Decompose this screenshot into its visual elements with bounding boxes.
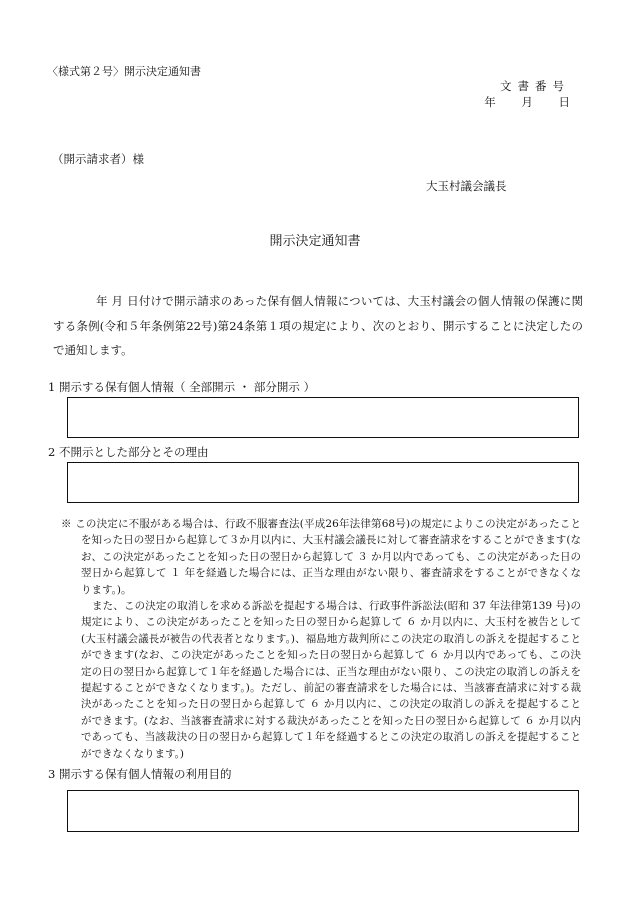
requester-addressee: （開示請求者）様 (52, 152, 144, 166)
section-1-label: 1 開示する保有個人情報（ 全部開示 ・ 部分開示 ） (48, 380, 316, 394)
note-lawsuit: また、この決定の取消しを求める訴訟を提起する場合は、行政事件訴訟法(昭和 37 年法律第139 号)の規定により、この決定があったことを知った日の翌日から起算して ６ か月以内に、大玉村を被告として(大玉村議会議長が被告の代表者となります。)、福島地方裁判所にこの決定の取消しの訴えを提起することができます(なお、この決定があったことを知った日の翌日から起算して ６ か月以内であっても、この決定の日の翌日から起算して１年を経過した場合には、正当な理由がない限り、この決定の取消しの訴えを提起することができなくなります。)。ただし、前記の審査請求をした場合には、当該審査請求に対する裁決があったことを知った日の翌日から起算して ６ か月以内に、この決定の取消しの訴えを提起することができます。(なお、当該審査請求に対する裁決があったことを知った日の翌日から起算して ６ か月以内であっても、当該裁決の日の翌日から起算して１年を経過するとこの決定の取消しの訴えを提起することができなくなります。) (81, 600, 581, 760)
section-2-label: 2 不開示とした部分とその理由 (48, 445, 209, 459)
section-3-box (67, 790, 579, 832)
form-number: 〈様式第２号〉開示決定通知書 (47, 65, 201, 78)
section-1-box (67, 397, 579, 438)
section-3-label: 3 開示する保有個人情報の利用目的 (48, 767, 232, 781)
body-paragraph: 年 月 日付けで開示請求のあった保有個人情報については、大玉村議会の個人情報の保護に関する条例(令和５年条例第22号)第24条第１項の規定により、次のとおり、開示することに決定したので通知します。 (53, 294, 583, 357)
notes-block (61, 516, 581, 762)
section-2-box (67, 462, 579, 503)
sender-name: 大玉村議会議長 (426, 179, 507, 193)
date-line: 年 月 日 (484, 95, 570, 109)
document-title: 開示決定通知書 (269, 234, 361, 249)
note-appeal: ※ この決定に不服がある場合は、行政不服審査法(平成26年法律第68号)の規定によりこの決定があったことを知った日の翌日から起算して３か月以内に、大玉村議会議長に対して審査請求をすることができます(なお、この決定があったことを知った日の翌日から起算して ３ か月以内であっても、この決定があった日の翌日から起算して １ 年を経過した場合には、正当な理由がない限り、審査請求をすることができなくなります。)。 (61, 518, 581, 596)
document-number-label: 文書番号 (500, 79, 570, 93)
